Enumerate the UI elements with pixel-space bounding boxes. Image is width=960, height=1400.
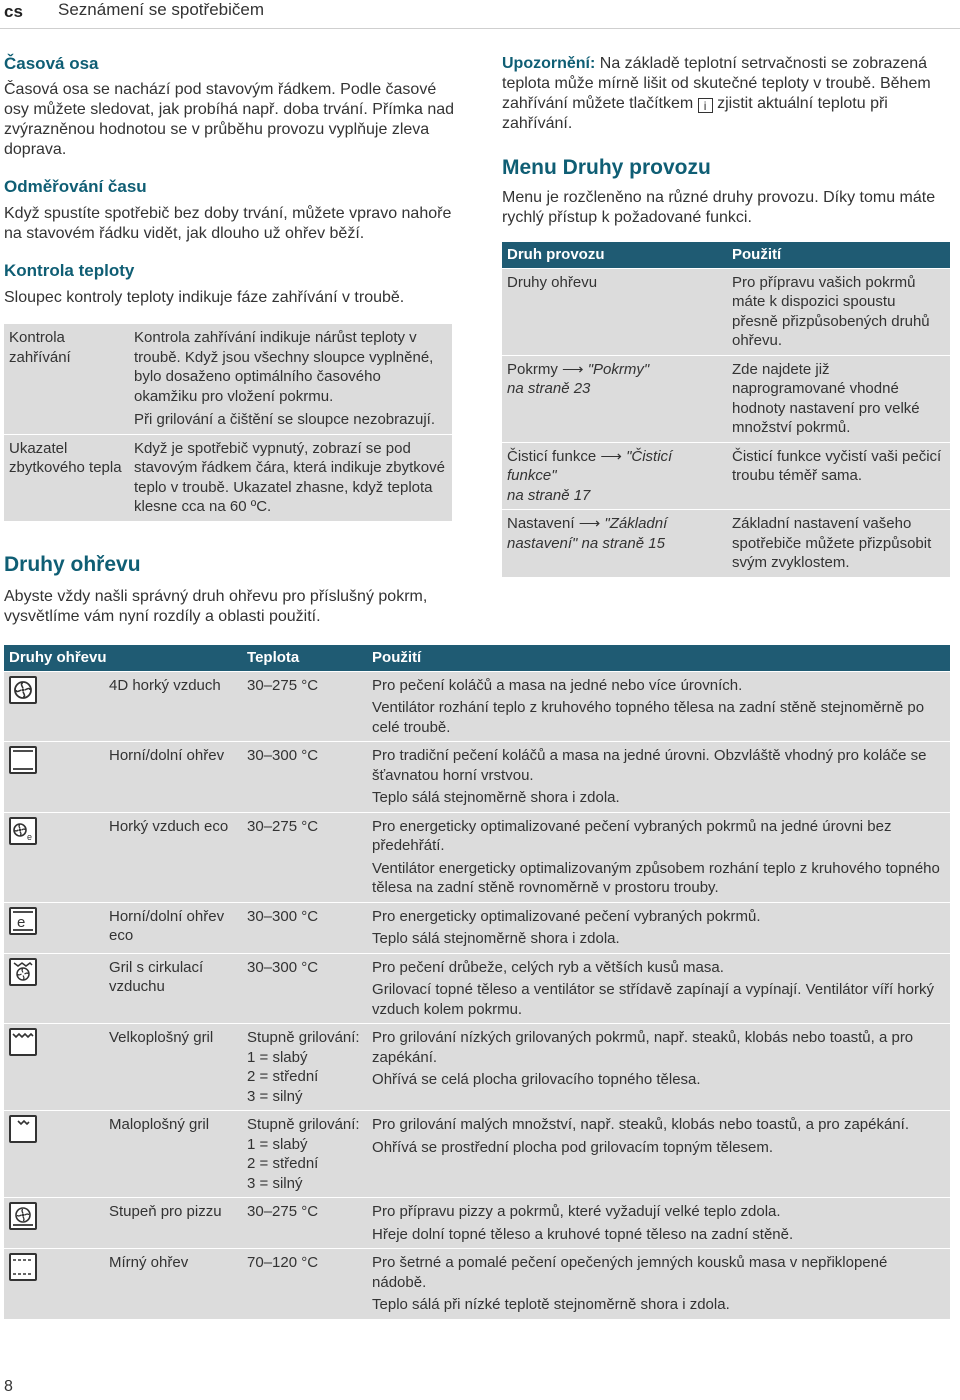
mode-use — [367, 953, 950, 1024]
cell-mode: Druhy ohřevu — [502, 268, 727, 355]
arrow-right-icon: ⟶ — [600, 447, 622, 465]
fan-4d-icon — [9, 676, 37, 704]
use-line: Grilovací topné těleso a ventilátor se střídavě zapínají a vypínají. Ventilátor víří horký vzduch kolem pokrmu. — [372, 981, 934, 1018]
header-cell: Druhy ohřevu — [4, 645, 242, 671]
use-line: Pro šetrné a pomalé pečení opečených jemných kousků masa v nepřiklopené nádobě. — [372, 1254, 888, 1291]
mode-temp: 30–300 °C — [242, 953, 367, 1024]
table-header — [4, 645, 950, 671]
full-grill-icon — [9, 1028, 37, 1056]
temp-line: Stupně grilování: — [247, 1029, 360, 1046]
mode-name: Velkoplošný gril — [104, 1024, 242, 1111]
table-row — [4, 1024, 950, 1111]
table-row — [502, 355, 950, 442]
cell-mode — [502, 355, 727, 442]
mode-link[interactable]: "Pokrmy" — [587, 360, 650, 378]
timeline-heading: Časová osa — [4, 54, 99, 73]
menu-table — [502, 242, 950, 577]
mode-page-ref: na straně 17 — [507, 486, 591, 504]
use-line: Teplo sálá stejnoměrně shora i zdola. — [372, 930, 620, 947]
top-bottom-heat-icon — [9, 746, 37, 774]
use-line: Pro grilování nízkých grilovaných pokrmů, např. steaků, klobás nebo toastů, a pro zapékání. — [372, 1029, 914, 1066]
warning-text-2: zjistit aktuální teplotu při zahřívání. — [502, 95, 888, 132]
mode-use — [367, 1111, 950, 1198]
slow-cook-icon — [9, 1253, 37, 1281]
use-line: Teplo sálá při nízké teplotě stejnoměrně shora i zdola. — [372, 1296, 730, 1313]
table-row — [502, 442, 950, 510]
use-line: Ohřívá se prostřední plocha pod grilovacím topným tělesem. — [372, 1138, 774, 1156]
mode-use — [367, 902, 950, 953]
mode-use — [367, 742, 950, 813]
table-header — [502, 242, 950, 268]
mode-use — [367, 1024, 950, 1111]
use-line: Hřeje dolní topné těleso a kruhové topné těleso na zadní stěně. — [372, 1225, 794, 1243]
timer-text: Když spustíte spotřebič bez doby trvání, můžete vpravo nahoře na stavovém řádku vidět, jak dlouho už ohřev běží. — [4, 205, 452, 242]
language-code: cs — [4, 2, 23, 21]
timeline-text: Časová osa se nachází pod stavovým řádkem. Podle časové osy můžete sledovat, jak probíhá např. doba trvání. Přímka nad zvýrazněnou hodnotou se v průběhu provozu vyplňuje zleva doprava. — [4, 81, 455, 158]
left-column — [4, 54, 456, 521]
mode-name: Gril s cirkulací vzduchu — [104, 953, 242, 1024]
cell-name: Ukazatel zbytkového tepla — [4, 434, 129, 521]
mode-name: Čisticí funkce — [507, 447, 597, 465]
temp-line: 3 = silný — [247, 1174, 303, 1192]
hot-air-eco-icon — [9, 817, 37, 845]
table-row — [4, 671, 950, 742]
heating-text: Abyste vždy našli správný druh ohřevu pro příslušný pokrm, vysvětlíme vám nyní rozdíly a oblasti použití. — [4, 588, 428, 625]
mode-name: Mírný ohřev — [104, 1249, 242, 1319]
mode-temp: 30–300 °C — [242, 902, 367, 953]
table-row — [4, 324, 452, 434]
table-row — [502, 268, 950, 355]
table-row — [4, 812, 950, 902]
temp-line: Stupně grilování: — [247, 1116, 360, 1133]
table-row — [4, 1198, 950, 1249]
mode-temp: 70–120 °C — [242, 1249, 367, 1319]
header-cell: Použití — [727, 242, 950, 268]
table-row — [4, 434, 452, 521]
use-line: Ohřívá se celá plocha grilovacího topného tělesa. — [372, 1071, 701, 1088]
info-key-icon: i — [698, 98, 713, 113]
mode-name: Horní/dolní ohřev eco — [104, 902, 242, 953]
mode-temp — [242, 1024, 367, 1111]
cell-use: Základní nastavení vašeho spotřebiče můžete přizpůsobit svým zvyklostem. — [727, 510, 950, 577]
cell-desc-text: Kontrola zahřívání indikuje nárůst teploty v troubě. Když jsou všechny sloupce vyplněné, bylo dosaženo optimálního časového okamžiku pro vložení pokrmu. — [134, 329, 434, 405]
header-cell: Teplota — [242, 645, 367, 671]
mode-name: Stupeň pro pizzu — [104, 1198, 242, 1249]
use-line: Teplo sálá stejnoměrně shora i zdola. — [372, 789, 620, 806]
cell-name: Kontrola zahřívání — [9, 329, 71, 366]
mode-name: Horký vzduch eco — [104, 812, 242, 902]
temperature-table — [4, 324, 452, 521]
cell-use: Čisticí funkce vyčistí vaši pečicí troubu téměř sama. — [727, 442, 950, 510]
mode-page-ref: na straně 23 — [507, 380, 591, 397]
mode-use — [367, 1198, 950, 1249]
cell-desc: Když je spotřebič vypnutý, zobrazí se pod stavovým řádkem čára, která indikuje zbytkové teplo v troubě. Ukazatel zhasne, když teplota klesne cca na 60 ºC. — [129, 434, 452, 521]
timer-heading: Odměřování času — [4, 177, 147, 196]
warning-paragraph — [502, 54, 950, 134]
menu-text: Menu je rozčleněno na různé druhy provozu. Díky tomu máte rychlý přístup k požadované funkci. — [502, 189, 936, 226]
temp-line: 2 = střední — [247, 1068, 319, 1085]
circo-grill-icon — [9, 958, 37, 986]
right-column — [502, 54, 950, 577]
use-line: Pro tradiční pečení koláčů a masa na jedné úrovni. Obzvláště vhodný pro koláče se šťavnatou horní vrstvou. — [372, 747, 927, 784]
mode-name: Nastavení — [507, 515, 575, 532]
table-row — [4, 902, 950, 953]
mode-temp — [242, 1111, 367, 1198]
table-row — [4, 742, 950, 813]
cell-use: Zde najdete již naprogramované vhodné hodnoty nastavení pro velké množství pokrmů. — [727, 355, 950, 442]
arrow-right-icon: ⟶ — [578, 515, 601, 532]
pizza-setting-icon — [9, 1202, 37, 1230]
mode-temp: 30–275 °C — [242, 1198, 367, 1249]
mode-temp: 30–300 °C — [242, 742, 367, 813]
use-line: Pro energeticky optimalizované pečení vybraných pokrmů na jedné úrovni bez předehřátí. — [372, 817, 892, 854]
temp-line: 1 = slabý — [247, 1135, 308, 1153]
table-row — [4, 1249, 950, 1319]
mode-name: 4D horký vzduch — [104, 671, 242, 742]
temperature-heading: Kontrola teploty — [4, 261, 135, 280]
mode-temp: 30–275 °C — [242, 812, 367, 902]
use-line: Pro energeticky optimalizované pečení vybraných pokrmů. — [372, 907, 761, 925]
use-line: Pro pečení drůbeže, celých ryb a větších kusů masa. — [372, 958, 724, 976]
page-number: 8 — [4, 1378, 13, 1395]
use-line: Pro přípravu pizzy a pokrmů, které vyžadují velké teplo zdola. — [372, 1203, 781, 1220]
mode-page-ref: nastavení" na straně 15 — [507, 534, 665, 552]
table-row — [4, 953, 950, 1024]
cell-desc — [129, 324, 452, 434]
use-line: Ventilátor energeticky optimalizovaným způsobem rozhání teplo z kruhového topného tělesa na zadní stěně rovnoměrně v prostoru trouby. — [372, 859, 940, 896]
chapter-title: Seznámení se spotřebičem — [58, 0, 264, 19]
heating-table — [4, 645, 950, 1319]
svg-text:e: e — [17, 913, 26, 931]
svg-text:e: e — [27, 831, 33, 842]
cell-mode — [502, 442, 727, 510]
warning-text-1: Na základě teplotní setrvačnosti se zobrazená teplota může mírně lišit od skutečné teploty v troubě. Během zahřívání můžete tlačítkem — [502, 55, 931, 112]
mode-name: Maloplošný gril — [104, 1111, 242, 1198]
cell-use: Pro přípravu vašich pokrmů máte k dispozici spoustu přesně přizpůsobených druhů ohřevu. — [727, 268, 950, 355]
mode-link[interactable]: "Čisticí funkce" — [507, 447, 673, 484]
top-bottom-eco-icon — [9, 907, 37, 935]
mode-temp: 30–275 °C — [242, 671, 367, 742]
table-row — [4, 1111, 950, 1198]
mode-link[interactable]: "Základní — [604, 515, 668, 532]
menu-heading: Menu Druhy provozu — [502, 156, 711, 179]
header-cell: Použití — [367, 645, 950, 671]
use-line: Pro pečení koláčů a masa na jedné nebo více úrovních. — [372, 676, 743, 694]
temperature-text: Sloupec kontroly teploty indikuje fáze zahřívání v troubě. — [4, 289, 405, 306]
use-line: Ventilátor rozhání teplo z kruhového topného tělesa na zadní stěně stejnoměrně po celé troubě. — [372, 699, 925, 736]
temp-line: 2 = střední — [247, 1155, 319, 1172]
cell-desc-note: Při grilování a čištění se sloupce nezobrazují. — [134, 411, 435, 428]
temp-line: 1 = slabý — [247, 1048, 308, 1066]
mode-use — [367, 812, 950, 902]
heating-section — [4, 553, 950, 1319]
mode-use — [367, 1249, 950, 1319]
mode-name: Pokrmy — [507, 360, 558, 378]
use-line: Pro grilování malých množství, např. steaků, klobás nebo toastů, a pro zapékání. — [372, 1116, 909, 1133]
header-cell: Druh provozu — [502, 242, 727, 268]
heating-heading: Druhy ohřevu — [4, 553, 141, 576]
arrow-right-icon: ⟶ — [562, 360, 584, 378]
half-grill-icon — [9, 1115, 37, 1143]
mode-name: Horní/dolní ohřev — [104, 742, 242, 813]
page-header — [0, 0, 960, 29]
temp-line: 3 = silný — [247, 1087, 303, 1105]
mode-use — [367, 671, 950, 742]
warning-label: Upozornění: — [502, 55, 596, 72]
